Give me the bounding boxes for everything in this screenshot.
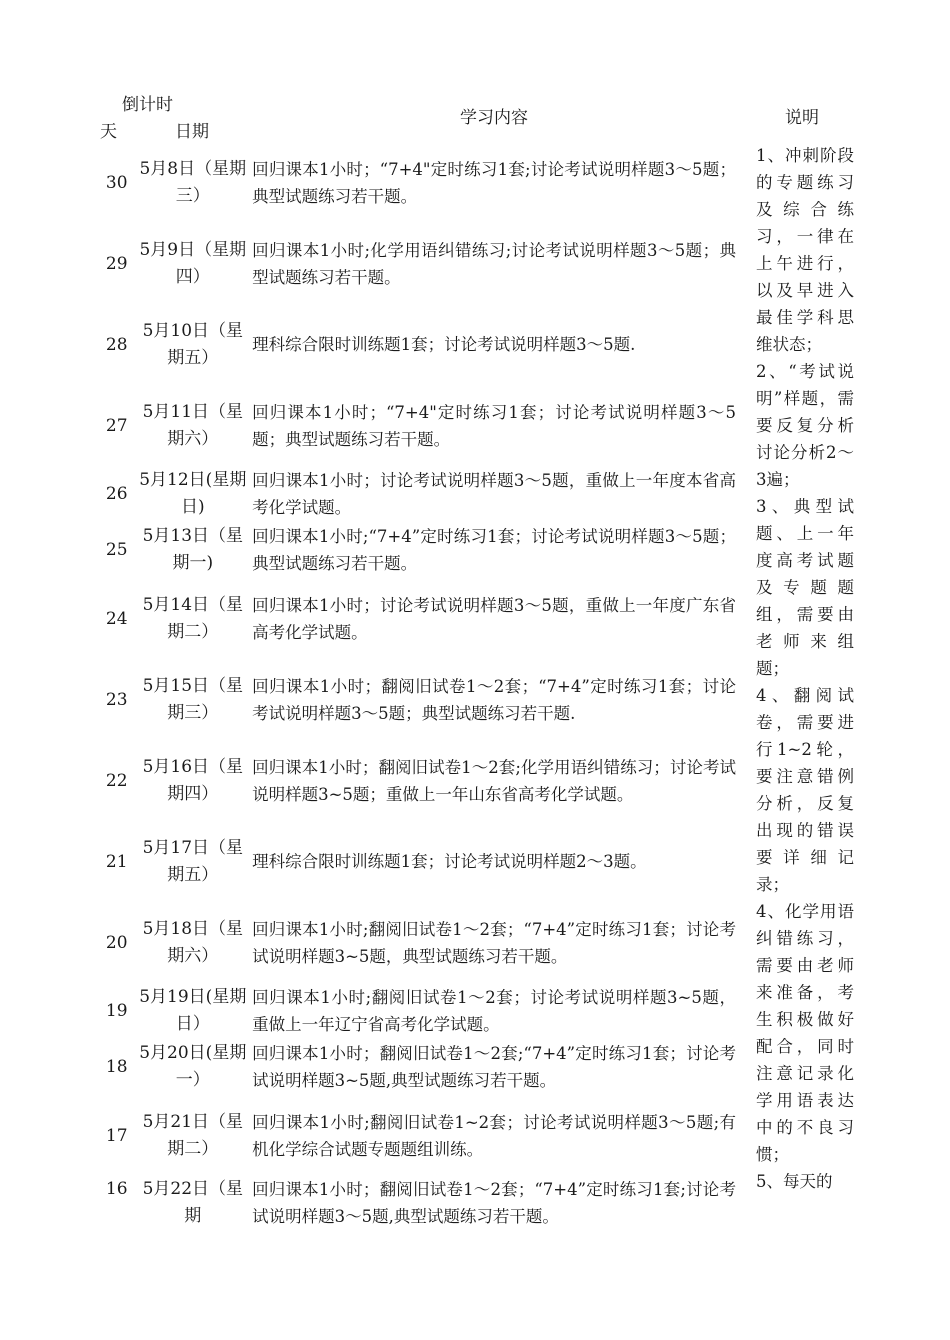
header-date: 日期 [175, 122, 209, 142]
table-row [96, 522, 736, 578]
table-row [96, 142, 736, 223]
date-cell: 5月20日(星期一） [139, 1043, 247, 1090]
day-cell: 28 [105, 334, 128, 355]
content-cell: 回归课本1小时；“7+4"定时练习1套；讨论考试说明样题3～5题；典型试题练习若干题。 [252, 402, 736, 449]
table-row [96, 659, 736, 740]
header-day: 天 [100, 122, 117, 142]
date-cell: 5月12日(星期日) [139, 470, 247, 517]
table-row [96, 385, 736, 466]
day-cell: 24 [105, 608, 128, 629]
day-cell: 22 [105, 770, 128, 791]
header-content: 学习内容 [460, 108, 528, 128]
table-row [96, 1039, 736, 1095]
content-cell: 回归课本1小时；“7+4"定时练习1套;讨论考试说明样题3～5题；典型试题练习若干题。 [252, 159, 736, 206]
date-cell: 5月18日（星期六） [142, 918, 244, 966]
note-item: 3、典型试题、上一年度高考试题及专题题组，需要由老师来组题； [756, 497, 854, 678]
header-notes: 说明 [785, 108, 819, 128]
note-item: 1、冲刺阶段的专题练习及综合练习，一律在上午进行，以及早进入最佳学科思维状态； [756, 146, 854, 354]
table-row [96, 304, 736, 385]
date-cell: 5月15日（星期三） [142, 675, 244, 723]
date-cell: 5月17日（星期五） [142, 837, 244, 885]
table-row [96, 821, 736, 902]
content-cell: 回归课本1小时;翻阅旧试卷1~2套；讨论考试说明样题3～5题;有机化学综合试题专题题组训练。 [252, 1112, 736, 1159]
date-cell: 5月22日（星期 [142, 1179, 244, 1226]
content-cell: 理科综合限时训练题1套；讨论考试说明样题2～3题。 [252, 852, 647, 871]
day-cell: 30 [105, 172, 128, 193]
header-countdown: 倒计时 [122, 95, 173, 115]
table-row [96, 578, 736, 659]
day-cell: 21 [105, 851, 128, 872]
content-cell: 回归课本1小时；翻阅旧试卷1～2套；“7+4”定时练习1套；讨论考试说明样题3～5题；典型试题练习若干题. [252, 676, 736, 723]
table-row [96, 466, 736, 522]
date-cell: 5月9日（星期四） [139, 239, 247, 287]
date-cell: 5月11日（星期六） [142, 401, 244, 449]
day-cell: 26 [105, 484, 128, 504]
day-cell: 29 [105, 253, 128, 274]
date-cell: 5月21日（星期二） [142, 1111, 244, 1159]
date-cell: 5月8日（星期三） [139, 158, 247, 206]
note-item: 4、翻阅试卷，需要进行1~2轮，要注意错例分析，反复出现的错误要详细记录； [756, 686, 854, 894]
content-cell: 回归课本1小时;“7+4”定时练习1套；讨论考试说明样题3～5题；典型试题练习若干题。 [252, 527, 736, 573]
table-row [96, 740, 736, 821]
day-cell: 16 [105, 1179, 128, 1199]
table-row [96, 983, 736, 1039]
table-row [96, 223, 736, 304]
day-cell: 23 [105, 689, 128, 710]
date-cell: 5月19日(星期日） [139, 987, 247, 1034]
date-cell: 5月13日（星期一) [142, 526, 244, 573]
content-cell: 回归课本1小时；翻阅旧试卷1～2套;化学用语纠错练习；讨论考试说明样题3~5题；重做上一年山东省高考化学试题。 [252, 757, 736, 804]
note-item: 5、每天的 [756, 1172, 833, 1191]
date-cell: 5月14日（星期二） [142, 594, 244, 642]
note-item: 2、“考试说明”样题，需要反复分析讨论分析2～3遍； [756, 362, 854, 489]
day-cell: 20 [105, 932, 128, 953]
content-cell: 回归课本1小时；翻阅旧试卷1～2套;“7+4”定时练习1套；讨论考试说明样题3~5题,典型试题练习若干题。 [252, 1044, 736, 1090]
date-cell: 5月16日（星期四） [142, 756, 244, 804]
day-cell: 19 [105, 1001, 128, 1021]
content-cell: 理科综合限时训练题1套；讨论考试说明样题3～5题. [252, 335, 636, 354]
table-row [96, 902, 736, 983]
day-cell: 27 [105, 415, 128, 436]
day-cell: 25 [105, 540, 128, 560]
table-row [96, 1176, 736, 1232]
notes-column [756, 142, 854, 1195]
date-cell: 5月10日（星期五） [142, 320, 244, 368]
content-cell: 回归课本1小时；讨论考试说明样题3～5题，重做上一年度本省高考化学试题。 [252, 471, 736, 517]
content-cell: 回归课本1小时；讨论考试说明样题3～5题，重做上一年度广东省高考化学试题。 [252, 595, 736, 642]
content-cell: 回归课本1小时;翻阅旧试卷1～2套；讨论考试说明样题3~5题，重做上一年辽宁省高考化学试题。 [252, 988, 736, 1034]
day-cell: 18 [105, 1057, 128, 1077]
schedule-table [96, 142, 736, 1232]
day-cell: 17 [105, 1125, 128, 1146]
note-item: 4、化学用语纠错练习，需要由老师来准备，考生积极做好配合，同时注意记录化学用语表达中的不良习惯； [756, 902, 854, 1164]
content-cell: 回归课本1小时;翻阅旧试卷1～2套；“7+4”定时练习1套；讨论考试说明样题3~5题，典型试题练习若干题。 [252, 919, 736, 966]
content-cell: 回归课本1小时；翻阅旧试卷1～2套；“7+4”定时练习1套;讨论考试说明样题3～5题,典型试题练习若干题。 [252, 1180, 736, 1226]
table-row [96, 1095, 736, 1176]
content-cell: 回归课本1小时;化学用语纠错练习;讨论考试说明样题3～5题；典型试题练习若干题。 [252, 240, 736, 287]
